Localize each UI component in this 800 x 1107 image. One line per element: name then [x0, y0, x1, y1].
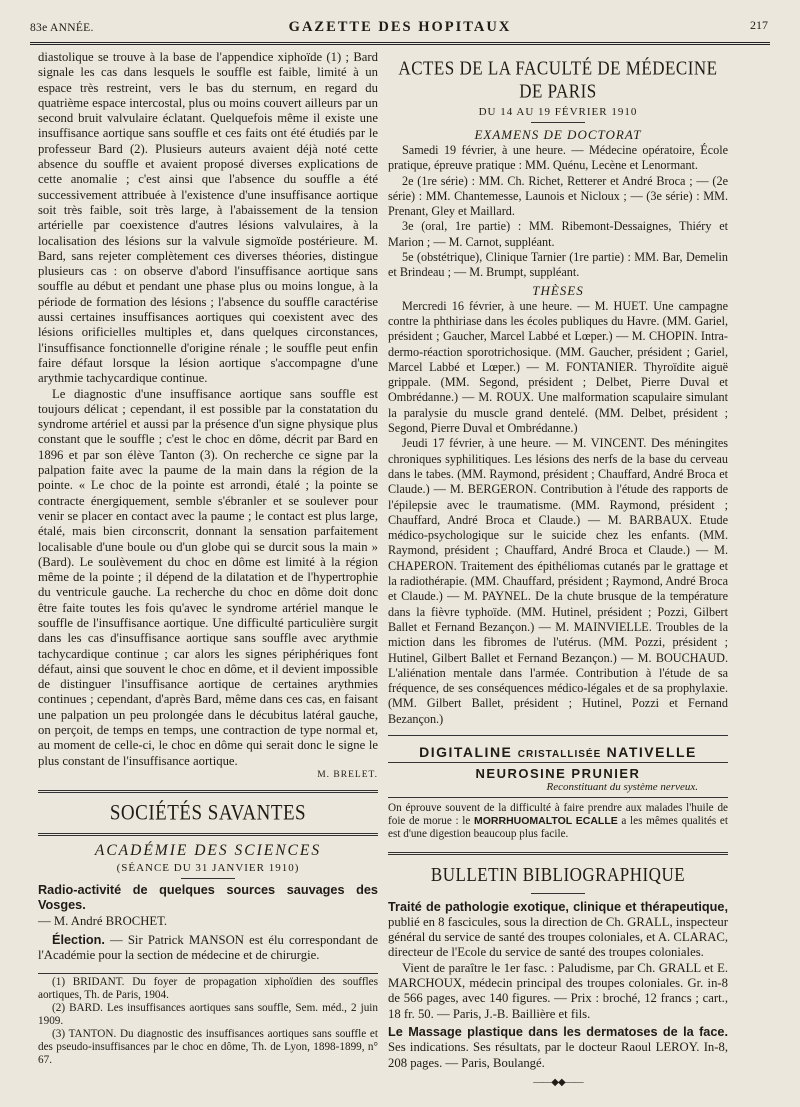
examens-title: EXAMENS DE DOCTORAT	[474, 127, 642, 142]
footnote: (1) BRIDANT. Du foyer de propagation xiphoïdien des souffles aortiques, Th. de Paris, 1904.	[38, 976, 378, 1002]
exam-entry: 2e (1re série) : MM. Ch. Richet, Retterer et André Broca ; — (2e série) : MM. Chantemesse, Launois et Nicloux ; — (3e série) : MM. Prenant, Gley et Maillard.	[388, 173, 728, 219]
short-divider	[181, 878, 235, 879]
ad-digitaline	[388, 744, 728, 763]
exam-entry: 3e (oral, 1re partie) : MM. Ribemont-Dessaignes, Thiéry et Marion ; — M. Carnot, suppléant.	[388, 219, 728, 249]
book-text: Vient de paraître le 1er fasc. : Paludisme, par Ch. GRALL et E. MARCHOUX, médecin principal des troupes coloniales. Gr. in-8 de 566 pages, avec 140 figures. — Prix : broché, 12 francs ; cart., 18 fr. 50. — Paris, J.-B. Baillière et fils.	[388, 960, 728, 1021]
newspaper-title: GAZETTE DES HOPITAUX	[288, 19, 512, 35]
election-text: — Sir Patrick MANSON est élu correspondant de l'Académie pour la section de médecine et de chirurgie.	[38, 932, 378, 963]
bulletin-title: BULLETIN BIBLIOGRAPHIQUE	[430, 863, 686, 885]
footnote: (2) BARD. Les insuffisances aortiques sans souffle, Sem. méd., 2 juin 1909.	[38, 1002, 378, 1028]
these-entry: Mercredi 16 février, à une heure. — M. HUET. Une campagne contre la phthiriase dans les écoles publiques du Havre. (MM. Gariel, président ; Gaucher, Marcel Labbé et Lœper.) — M. CHOPIN. Intra-dermo-réaction sporotrichosique. (MM. Gaucher, président ; Gariel, Marcel Labbé et Lœper.) — M. FONTANIER. Thyroïdite aiguë grippale. (MM. Segond, président ; Delbet, Pierre Duval et Ombrédanne.) — M. ROUX. Une malformation scapulaire simulant la paralysie du muscle grand dentelé. (MM. Delbet, président ; Segond, Pierre Duval et Ombrédanne.)	[388, 298, 728, 436]
ad-morrhuomaltol	[388, 797, 728, 842]
left-column	[38, 50, 378, 1067]
issue-year: 83e ANNÉE.	[30, 22, 94, 34]
book-text: publié en 8 fascicules, sous la direction de Ch. GRALL, inspecteur général du service de santé des troupes coloniales, et A. CLARAC, directeur de l'Ecole du service de santé des troupes coloniales.	[388, 914, 729, 960]
section-divider	[38, 833, 378, 836]
actes-dates: DU 14 AU 19 FÉVRIER 1910	[478, 106, 638, 118]
ad-digitaline-sub: CRISTALLISÉE	[517, 748, 602, 760]
book-title: Le Massage plastique dans les dermatoses de la face.	[388, 1024, 728, 1039]
article-paragraph: diastolique se trouve à la base de l'appendice xiphoïde (1) ; Bard signale les cas dans lesquels le souffle est faible, limité à un espace très restreint, vers le bas du sternum, en regard du quatrième espace intercostal, plus ou moins couvert ailleurs par un second bruit valvulaire éclatant. Quelquefois même il existe une insuffisance aortique sans souffle et ces faits ont été étudiés par le professeur Bard (2). Plusieurs auteurs avaient déjà noté cette absence du souffle et avaient proposé diverses explications de cette anomalie ; c'est ainsi que l'absence du souffle a été successivement attribuée à l'existence d'une insuffisance aortique soit très faible, soit très large, à l'abaissement de la tension artérielle par coexistence d'autres lésions valvulaires, à la localisation des lésions sur la valvule sigmoïde postérieure. M. Bard, sans rejeter complètement ces diverses théories, distingue plusieurs cas : on observe d'abord l'insuffisance aortique sans souffle au début et pendant une phase plus ou moins longue, à la période de formation des lésions ; l'absence du souffle caractérise aussi certaines insuffisances aortiques qui coexistent avec des lésions orificielles multiples et, dans quelques circonstances, l'insuffisance fonctionnelle d'origine rénale ; le souffle peut enfin faire défaut lorsque la lésion aortique s'accompagne d'une arythmie tachycardique continue.	[38, 50, 378, 386]
ad-neurosine-tagline: Reconstituant du système nerveux.	[546, 780, 698, 793]
radio-title: Radio-activité de quelques sources sauvages des Vosges.	[38, 882, 378, 913]
ad-text: On éprouve souvent de la difficulté à faire prendre aux malades l'huile de foie de morue : le	[388, 801, 728, 828]
ad-text: a les mêmes qualités et est d'une digestion beaucoup plus facile.	[388, 815, 729, 841]
right-column	[388, 50, 728, 1088]
radio-author: — M. André BROCHET.	[38, 913, 168, 928]
advertisements	[388, 744, 728, 842]
page-number: 217	[750, 18, 768, 32]
actes-title: ACTES DE LA FACULTÉ DE MÉDECINE DE PARIS	[398, 57, 718, 102]
footnote-divider	[38, 973, 378, 974]
footnote: (3) TANTON. Du diagnostic des insuffisances aortiques sans souffle et des pseudo-insuffisances par le choc en dôme, Th. de Lyon, 1898-1899, n° 67.	[38, 1028, 378, 1067]
section-title-societes: SOCIÉTÉS SAVANTES	[109, 801, 307, 826]
ad-divider	[388, 735, 728, 736]
article-paragraph: Le diagnostic d'une insuffisance aortique sans souffle est toujours délicat ; cependant, il est possible par la constatation du syndrome artériel et aussi par la présence d'un signe physique plus constant que le souffle ; c'est le choc en dôme, décrit par Bard en 1896 et par son élève Tanton (3). On recherche ce signe par la palpation faite avec la paume de la main dans la région de la pointe. « Le choc de la pointe est arrondi, étalé ; la pointe se contracte énergiquement, semble s'ébranler et se soulever pour venir se placer en contact avec la paume ; le contact est plus large, étalé, mais bien circonscrit, donnant la sensation parfaitement localisable d'une boule ou d'un globe qui se durcit sous la main » (Bard). Le soulèvement du choc en dôme est limité à la région même de la pointe ; il dépend de la dilatation et de l'hypertrophie du ventricule gauche. La recherche du choc en dôme doit donc être faite toutes les fois qu'avec le syndrome artériel manque le souffle de l'insuffisance aortique. Une difficulté particulière surgit dans les cas d'insuffisance aortique sans souffle avec arythmie tachycardique continue ; car alors les signes périphériques font défaut, ainsi que souvent le choc en dôme, et il devient impossible de distinguer l'insuffisance aortique de certaines arythmies continues ; cependant, d'après Bard, même dans ces cas, en faisant une palpation un peu prolongée dans le décubitus latéral gauche, on perçoit, de temps en temps, une contraction de type normal et, au moment de celle-ci, le choc en dôme qui serait donc le signe le plus constant de l'insuffisance aortique.	[38, 386, 378, 768]
academie-title: ACADÉMIE DES SCIENCES	[94, 841, 322, 859]
book-text: Ses indications. Ses résultats, par le docteur Raoul LEROY. In-8, 208 pages. — Paris, Boulangé.	[388, 1040, 728, 1070]
ad-digitaline-brand: NATIVELLE	[606, 743, 697, 760]
section-divider	[38, 790, 378, 793]
election-label: Élection.	[52, 932, 105, 947]
book-title: Traité de pathologie exotique, clinique et thérapeutique,	[388, 899, 728, 914]
ad-digitaline-word: DIGITALINE	[419, 743, 513, 760]
short-divider	[531, 893, 585, 894]
section-divider	[388, 852, 728, 855]
article-signature: M. BRELET.	[317, 769, 378, 780]
footnotes	[38, 976, 378, 1067]
exam-entry: Samedi 19 février, à une heure. — Médecine opératoire, École pratique, épreuve pratique : MM. Quénu, Lecène et Lenormant.	[388, 143, 728, 173]
these-entry: Jeudi 17 février, à une heure. — M. VINCENT. Des méningites chroniques syphilitiques. Les lésions des nerfs de la base du cerveau dans le tabes. (MM. Raymond, président ; Chauffard, André Broca et Claude.) — M. BERGERON. Contribution à l'étude des rapports de l'épilepsie avec le traumatisme. (MM. Raymond, président ; Chauffard, André Broca et Claude.) — M. BARBAUX. Etude médico-psychologique sur le suicide chez les enfants. (MM. Raymond, président ; Chauffard, André Broca et Claude.) — M. CHAPERON. Traitement des épithéliomas cutanés par le grattage et la radiothérapie. (MM. Chauffard, président ; Raymond, André Broca et Claude.) — M. PAYNEL. De la chute brusque de la température dans la fièvre typhoïde. (MM. Hutinel, président ; Pozzi, Gilbert Ballet et Fernand Bezançon.) — M. MAINVIELLE. Troubles de la miction dans les fibromes de l'utérus. (MM. Pozzi, président ; Hutinel, Gilbert Ballet et Fernand Bezançon.) — M. BOUCHAUD. L'aliénation mentale dans l'armée. Contribution à l'étude de sa fréquence, de ses conséquences médico-légales et de sa prophylaxie. (MM. Gilbert Ballet, président ; Hutinel, Pozzi et Fernand Bezançon.)	[388, 436, 728, 726]
end-ornament: ——◆◆——	[533, 1076, 583, 1088]
theses-title: THÈSES	[532, 282, 584, 298]
exam-entry: 5e (obstétrique), Clinique Tarnier (1re partie) : MM. Bar, Demelin et Brindeau ; — M. Brumpt, suppléant.	[388, 250, 728, 280]
page-header	[30, 18, 770, 45]
ad-brand: MORRHUOMALTOL ECALLE	[474, 815, 618, 828]
seance-date: (SÉANCE DU 31 JANVIER 1910)	[116, 861, 300, 874]
short-divider	[531, 122, 585, 123]
ad-neurosine: NEUROSINE PRUNIER	[475, 765, 641, 781]
